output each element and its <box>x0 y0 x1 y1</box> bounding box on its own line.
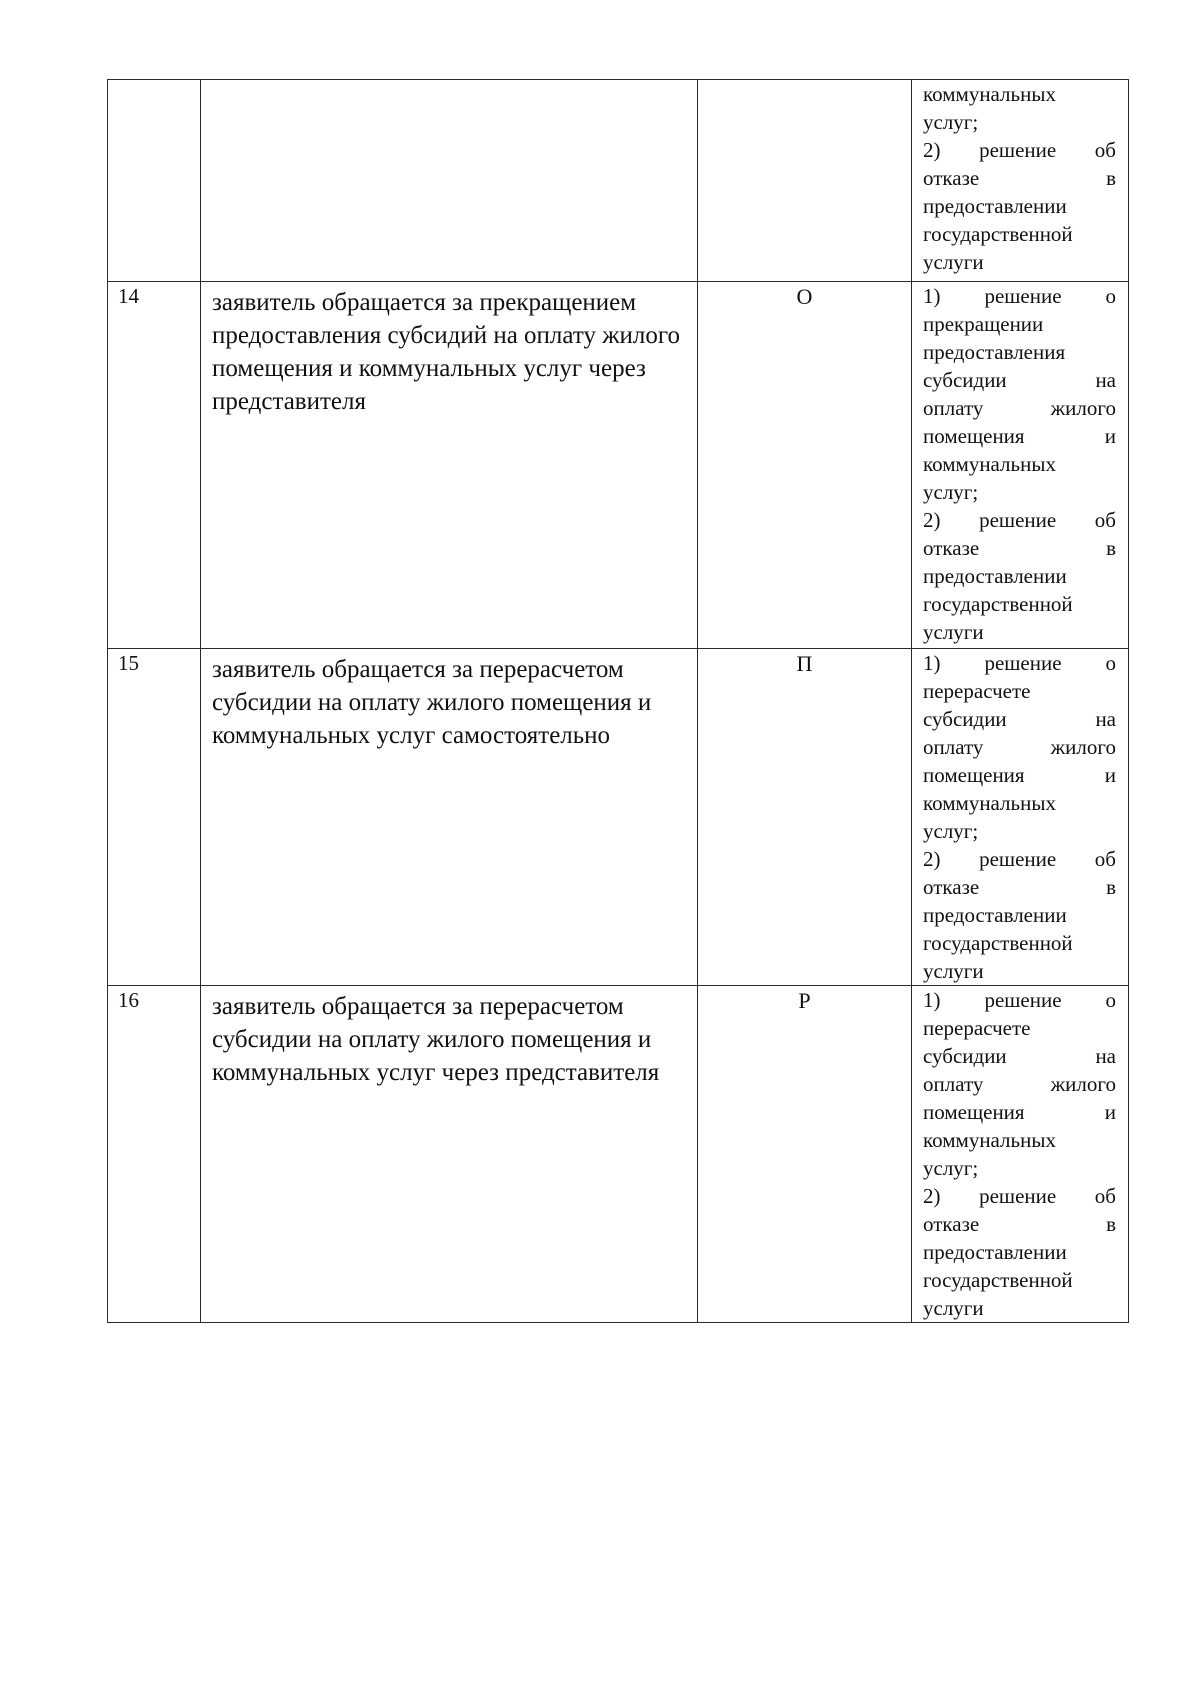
row-result <box>912 282 1129 649</box>
result-line: отказе в <box>923 536 1116 560</box>
result-line: 1) решение о <box>923 651 1116 675</box>
row-number: 14 <box>108 282 201 649</box>
result-line: предоставлении <box>923 564 1067 588</box>
result-line: предоставлении <box>923 194 1067 218</box>
result-line: коммунальных <box>923 791 1056 815</box>
table-row <box>108 282 1129 649</box>
row-code: О <box>698 282 912 649</box>
result-line: 2) решение об <box>923 138 1116 162</box>
result-line: услуг; <box>923 110 979 134</box>
table-row <box>108 986 1129 1323</box>
result-line: предоставлении <box>923 1240 1067 1264</box>
result-line: помещения и <box>923 763 1116 787</box>
result-line: государственной <box>923 931 1073 955</box>
row-description: заявитель обращается за перерасчетом субсидии на оплату жилого помещения и коммунальных услуг самостоятельно <box>201 649 698 986</box>
result-line: услуги <box>923 620 984 644</box>
row-description <box>201 80 698 282</box>
row-result <box>912 80 1129 282</box>
row-code <box>698 80 912 282</box>
result-line: оплату жилого <box>923 396 1116 420</box>
result-line: отказе в <box>923 1212 1116 1236</box>
result-line: перерасчете <box>923 679 1031 703</box>
result-line: 2) решение об <box>923 1184 1116 1208</box>
result-line: коммунальных <box>923 452 1056 476</box>
result-line: помещения и <box>923 424 1116 448</box>
result-line: 1) решение о <box>923 988 1116 1012</box>
result-line: услуг; <box>923 480 979 504</box>
result-line: оплату жилого <box>923 1072 1116 1096</box>
row-code: П <box>698 649 912 986</box>
result-line: отказе в <box>923 166 1116 190</box>
result-line: субсидии на <box>923 707 1116 731</box>
result-line: отказе в <box>923 875 1116 899</box>
result-line: прекращении <box>923 312 1044 336</box>
result-line: субсидии на <box>923 368 1116 392</box>
result-line: субсидии на <box>923 1044 1116 1068</box>
result-line: коммунальных <box>923 82 1056 106</box>
services-table <box>107 79 1129 1323</box>
result-line: услуг; <box>923 819 979 843</box>
row-number: 15 <box>108 649 201 986</box>
result-line: услуги <box>923 250 984 274</box>
result-line: государственной <box>923 592 1073 616</box>
result-line: помещения и <box>923 1100 1116 1124</box>
result-line: государственной <box>923 1268 1073 1292</box>
result-line: перерасчете <box>923 1016 1031 1040</box>
result-line: оплату жилого <box>923 735 1116 759</box>
result-line: предоставлении <box>923 903 1067 927</box>
table-row <box>108 80 1129 282</box>
result-line: государственной <box>923 222 1073 246</box>
row-description: заявитель обращается за прекращением предоставления субсидий на оплату жилого помещения и коммунальных услуг через представителя <box>201 282 698 649</box>
result-line: услуги <box>923 1296 984 1320</box>
row-code: Р <box>698 986 912 1323</box>
row-number: 16 <box>108 986 201 1323</box>
result-line: услуги <box>923 959 984 983</box>
row-description: заявитель обращается за перерасчетом субсидии на оплату жилого помещения и коммунальных услуг через представителя <box>201 986 698 1323</box>
result-line: услуг; <box>923 1156 979 1180</box>
result-line: коммунальных <box>923 1128 1056 1152</box>
result-line: предоставления <box>923 340 1066 364</box>
result-line: 2) решение об <box>923 508 1116 532</box>
result-line: 2) решение об <box>923 847 1116 871</box>
table-row <box>108 649 1129 986</box>
row-result <box>912 986 1129 1323</box>
row-result <box>912 649 1129 986</box>
result-line: 1) решение о <box>923 284 1116 308</box>
row-number <box>108 80 201 282</box>
